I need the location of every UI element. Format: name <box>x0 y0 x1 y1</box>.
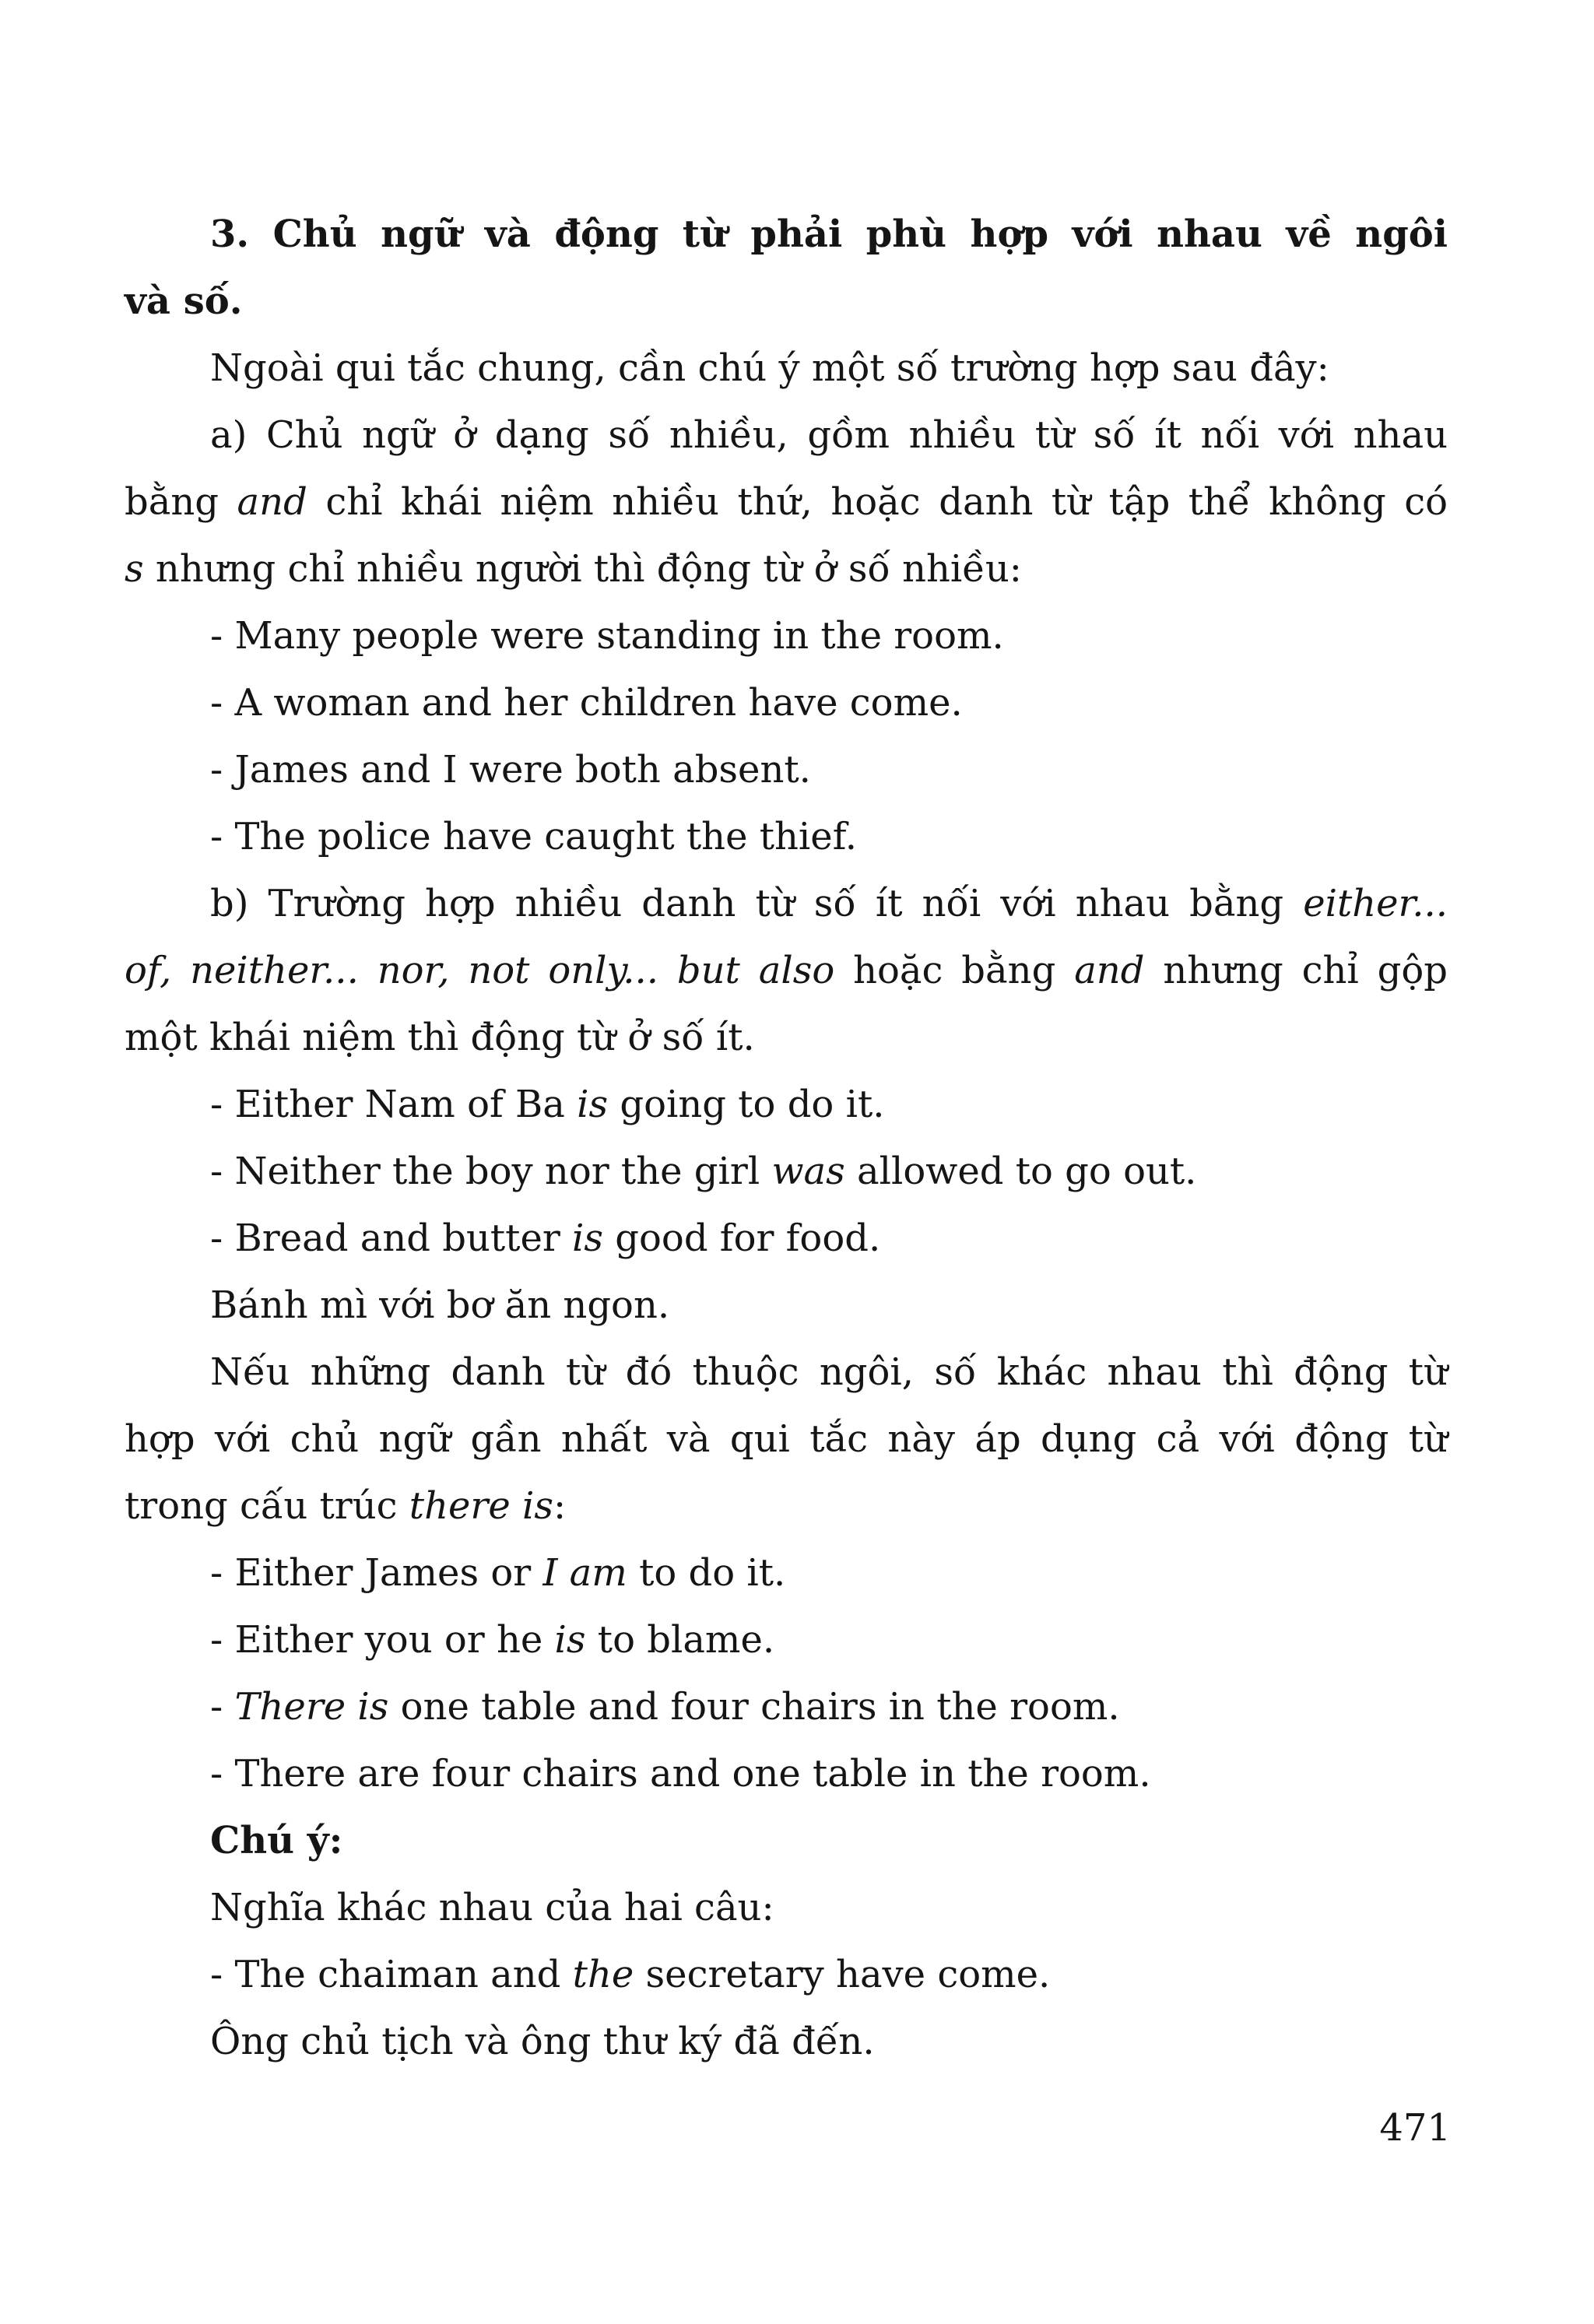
rule-c-line2: hợp với chủ ngữ gần nhất và qui tắc này áp dụng cả với động từ <box>125 1417 1448 1461</box>
rule-c-line1: Nếu những danh từ đó thuộc ngôi, số khác nhau thì động từ <box>210 1350 1448 1394</box>
section-heading-cont: và số. <box>125 279 243 323</box>
note-title: Chú ý: <box>210 1819 343 1862</box>
example-line: - Neither the boy nor the girl was allowed to go out. <box>210 1150 1197 1193</box>
rule-a-line1: a) Chủ ngữ ở dạng số nhiều, gồm nhiều từ số ít nối với nhau <box>210 413 1448 457</box>
rule-a-line3: s nhưng chỉ nhiều người thì động từ ở số nhiều: <box>125 547 1022 591</box>
page-body <box>125 201 1448 2075</box>
example-line: - Either you or he is to blame. <box>210 1618 775 1662</box>
example-line: - There is one table and four chairs in the room. <box>210 1685 1120 1729</box>
example-line: - Bread and butter is good for food. <box>210 1216 881 1260</box>
rule-c-line3: trong cấu trúc there is: <box>125 1484 567 1528</box>
example-line: - A woman and her children have come. <box>210 681 963 725</box>
note-text: Nghĩa khác nhau của hai câu: <box>210 1886 774 1929</box>
intro-text: Ngoài qui tắc chung, cần chú ý một số trường hợp sau đây: <box>210 346 1329 390</box>
example-line: - Either James or I am to do it. <box>210 1551 786 1595</box>
example-line: - There are four chairs and one table in the room. <box>210 1752 1151 1796</box>
example-line: - Many people were standing in the room. <box>210 614 1004 658</box>
example-line: - The chaiman and the secretary have come. <box>210 1953 1051 1996</box>
translation-line: Bánh mì với bơ ăn ngon. <box>210 1283 670 1327</box>
rule-b-line3: một khái niệm thì động từ ở số ít. <box>125 1016 755 1059</box>
section-heading: 3. Chủ ngữ và động từ phải phù hợp với nhau về ngôi <box>210 212 1448 256</box>
example-line: - The police have caught the thief. <box>210 815 857 858</box>
example-line: - Either Nam of Ba is going to do it. <box>210 1083 885 1126</box>
rule-b-line2: of, neither... nor, not only... but also hoặc bằng and nhưng chỉ gộp <box>125 949 1448 992</box>
rule-a-line2: bằng and chỉ khái niệm nhiều thứ, hoặc danh từ tập thể không có <box>125 480 1448 524</box>
translation-line: Ông chủ tịch và ông thư ký đã đến. <box>210 2020 875 2063</box>
example-line: - James and I were both absent. <box>210 748 811 792</box>
rule-b-line1: b) Trường hợp nhiều danh từ số ít nối với nhau bằng either... <box>210 882 1448 925</box>
page-number: 471 <box>1379 2106 1451 2150</box>
